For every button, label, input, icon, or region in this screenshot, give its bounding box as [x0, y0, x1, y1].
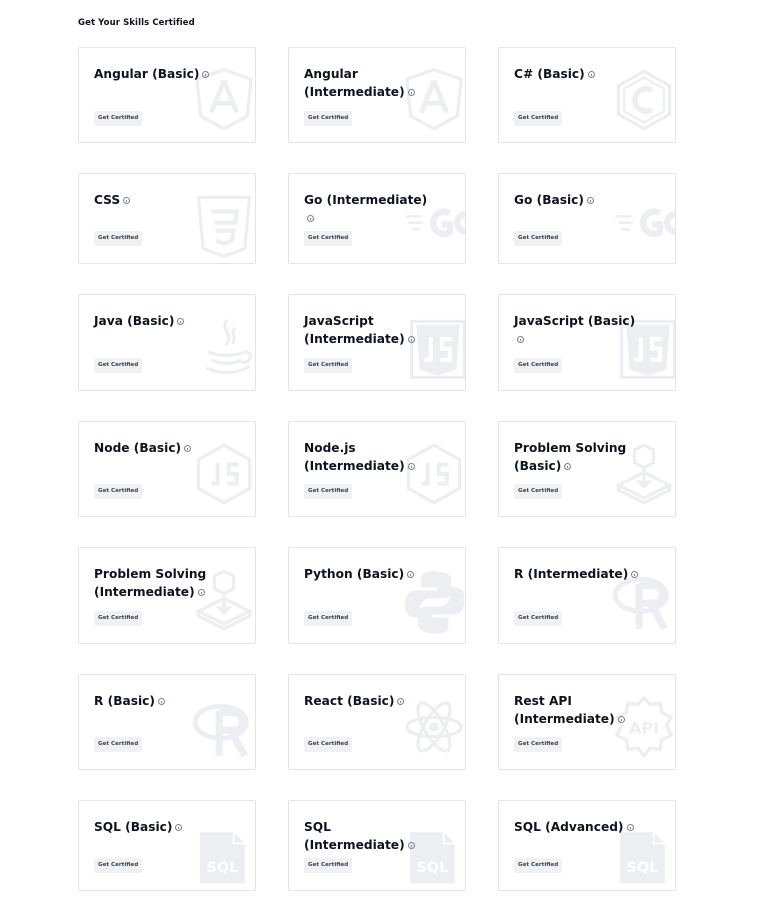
cert-card-r-basic[interactable]: [78, 674, 256, 770]
cert-card-go-intermediate[interactable]: [288, 173, 466, 264]
info-icon[interactable]: [198, 589, 205, 596]
card-title: SQL (Basic): [94, 818, 224, 836]
get-certified-button[interactable]: Get Certified: [514, 111, 562, 126]
get-certified-button[interactable]: Get Certified: [514, 737, 562, 752]
get-certified-button[interactable]: Get Certified: [94, 358, 142, 373]
info-icon[interactable]: [408, 336, 415, 343]
card-title: SQL (Advanced): [514, 818, 644, 836]
get-certified-button[interactable]: Get Certified: [514, 611, 562, 626]
cert-card-java-basic[interactable]: [78, 294, 256, 391]
info-icon[interactable]: [588, 71, 595, 78]
card-title: Go (Intermediate): [304, 191, 434, 227]
get-certified-button[interactable]: Get Certified: [304, 737, 352, 752]
get-certified-button[interactable]: Get Certified: [304, 858, 352, 873]
cert-card-nodejs-intermediate[interactable]: [288, 421, 466, 517]
info-icon[interactable]: [627, 824, 634, 831]
info-icon[interactable]: [175, 824, 182, 831]
cert-card-sql-basic[interactable]: [78, 800, 256, 891]
cert-card-go-basic[interactable]: [498, 173, 676, 264]
card-title: Node.js (Intermediate): [304, 439, 434, 475]
cert-card-javascript-intermediate[interactable]: [288, 294, 466, 391]
svg-text:API: API: [628, 718, 660, 738]
info-icon[interactable]: [631, 571, 638, 578]
card-title: R (Basic): [94, 692, 224, 710]
card-title: JavaScript (Intermediate): [304, 312, 434, 348]
card-title: React (Basic): [304, 692, 434, 710]
cert-card-problem-solving-intermediate[interactable]: [78, 547, 256, 644]
info-icon[interactable]: [123, 197, 130, 204]
cert-card-csharp-basic[interactable]: [498, 47, 676, 143]
svg-text:SQL: SQL: [206, 860, 239, 877]
info-icon[interactable]: [408, 463, 415, 470]
cert-card-css[interactable]: [78, 173, 256, 264]
get-certified-button[interactable]: Get Certified: [94, 231, 142, 246]
cert-card-angular-intermediate[interactable]: [288, 47, 466, 143]
get-certified-button[interactable]: Get Certified: [304, 611, 352, 626]
card-title: Angular (Intermediate): [304, 65, 434, 101]
card-title: C# (Basic): [514, 65, 644, 83]
card-title: Node (Basic): [94, 439, 224, 457]
info-icon[interactable]: [202, 71, 209, 78]
info-icon[interactable]: [177, 318, 184, 325]
card-title: Go (Basic): [514, 191, 644, 209]
card-title: Problem Solving (Basic): [514, 441, 627, 473]
get-certified-button[interactable]: Get Certified: [514, 858, 562, 873]
info-icon[interactable]: [397, 698, 404, 705]
section-title: Get Your Skills Certified: [78, 18, 195, 28]
get-certified-button[interactable]: Get Certified: [94, 111, 142, 126]
info-icon[interactable]: [618, 716, 625, 723]
info-icon[interactable]: [587, 197, 594, 204]
get-certified-button[interactable]: Get Certified: [304, 231, 352, 246]
cert-card-python-basic[interactable]: [288, 547, 466, 644]
info-icon[interactable]: [408, 842, 415, 849]
cert-card-r-intermediate[interactable]: [498, 547, 676, 644]
cert-card-sql-advanced[interactable]: [498, 800, 676, 891]
card-title: Angular (Basic): [94, 65, 224, 83]
card-title: CSS: [94, 191, 224, 209]
cert-card-sql-intermediate[interactable]: [288, 800, 466, 891]
cert-card-javascript-basic[interactable]: [498, 294, 676, 391]
get-certified-button[interactable]: Get Certified: [514, 231, 562, 246]
card-title: Java (Basic): [94, 312, 224, 330]
info-icon[interactable]: [517, 336, 524, 343]
get-certified-button[interactable]: Get Certified: [94, 611, 142, 626]
cert-card-rest-api-intermediate[interactable]: [498, 674, 676, 770]
cert-card-problem-solving-basic[interactable]: [498, 421, 676, 517]
info-icon[interactable]: [564, 463, 571, 470]
card-title: R (Intermediate): [514, 565, 644, 583]
info-icon[interactable]: [307, 215, 314, 222]
card-title: Problem Solving (Intermediate): [94, 567, 207, 599]
get-certified-button[interactable]: Get Certified: [514, 484, 562, 499]
info-icon[interactable]: [407, 571, 414, 578]
cert-card-angular-basic[interactable]: [78, 47, 256, 143]
svg-text:SQL: SQL: [416, 860, 449, 877]
get-certified-button[interactable]: Get Certified: [304, 358, 352, 373]
get-certified-button[interactable]: Get Certified: [94, 858, 142, 873]
get-certified-button[interactable]: Get Certified: [94, 484, 142, 499]
cert-card-node-basic[interactable]: [78, 421, 256, 517]
card-title: Rest API (Intermediate): [514, 692, 644, 728]
get-certified-button[interactable]: Get Certified: [514, 358, 562, 373]
cert-card-react-basic[interactable]: [288, 674, 466, 770]
get-certified-button[interactable]: Get Certified: [94, 737, 142, 752]
svg-text:SQL: SQL: [626, 860, 659, 877]
get-certified-button[interactable]: Get Certified: [304, 111, 352, 126]
card-title: Python (Basic): [304, 565, 434, 583]
card-title: JavaScript (Basic): [514, 312, 644, 348]
get-certified-button[interactable]: Get Certified: [304, 484, 352, 499]
card-title: SQL (Intermediate): [304, 818, 434, 854]
info-icon[interactable]: [408, 89, 415, 96]
info-icon[interactable]: [184, 445, 191, 452]
info-icon[interactable]: [158, 698, 165, 705]
